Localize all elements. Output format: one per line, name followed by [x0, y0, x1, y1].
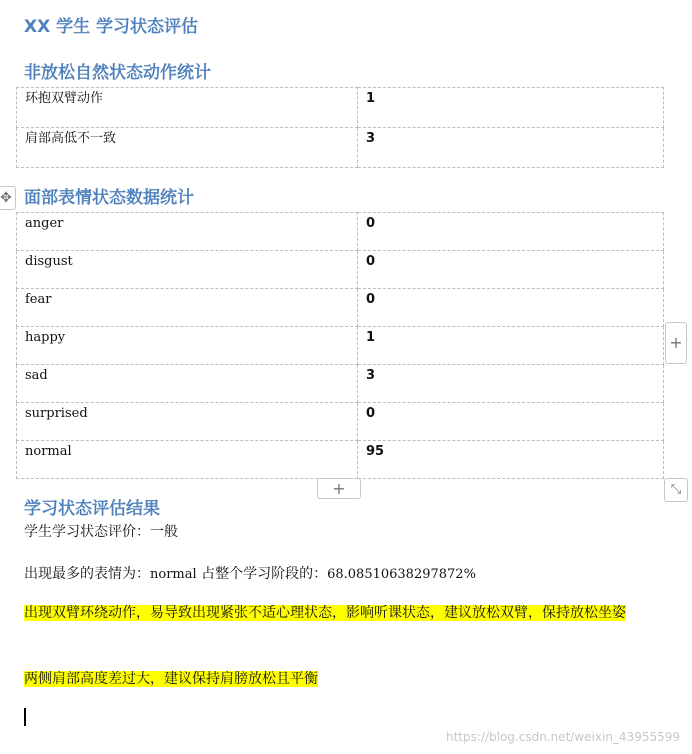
table-row [17, 327, 664, 365]
evaluation-text: 学生学习状态评价：一般 [24, 524, 178, 540]
most-expression-text [24, 562, 669, 587]
table-cell-value[interactable]: 3 [358, 128, 664, 168]
table-cell-value[interactable]: 3 [358, 365, 664, 403]
table-cell-value[interactable]: 0 [358, 403, 664, 441]
most-expression-percent: 68.08510638297872% [327, 567, 476, 582]
table-cell-value[interactable]: 0 [358, 251, 664, 289]
section-heading-actions: 非放松自然状态动作统计 [24, 63, 211, 83]
table-cell-value[interactable]: 1 [358, 327, 664, 365]
add-column-button[interactable]: + [665, 322, 687, 364]
table-row [17, 403, 664, 441]
table-cell-label[interactable]: fear [17, 289, 358, 327]
most-expression-prefix: 出现最多的表情为： [24, 566, 150, 582]
document-title: XX 学生 学习状态评估 [24, 17, 199, 37]
table-cell-label[interactable]: anger [17, 213, 358, 251]
expressions-table [16, 212, 664, 479]
table-cell-label[interactable]: 肩部高低不一致 [17, 128, 358, 168]
resize-handle-icon[interactable]: ⤡ [664, 478, 688, 502]
table-cell-label[interactable]: happy [17, 327, 358, 365]
text-cursor [24, 708, 26, 726]
table-row [17, 441, 664, 479]
table-row [17, 128, 664, 168]
table-row [17, 213, 664, 251]
table-cell-label[interactable]: normal [17, 441, 358, 479]
table-cell-value[interactable]: 0 [358, 213, 664, 251]
shoulders-advice-text: 两侧肩部高度差过大，建议保持肩膀放松且平衡 [24, 671, 318, 687]
shoulders-advice-paragraph [24, 667, 669, 691]
table-row [17, 251, 664, 289]
actions-table [16, 87, 664, 168]
table-cell-label[interactable]: surprised [17, 403, 358, 441]
table-cell-value[interactable]: 95 [358, 441, 664, 479]
add-row-button[interactable]: + [317, 478, 361, 499]
section-heading-expressions: 面部表情状态数据统计 [24, 188, 194, 208]
table-move-handle-icon[interactable]: ✥ [0, 186, 16, 210]
arms-advice-paragraph [24, 601, 669, 625]
table-cell-value[interactable]: 1 [358, 88, 664, 128]
table-row [17, 365, 664, 403]
table-row [17, 289, 664, 327]
table-cell-value[interactable]: 0 [358, 289, 664, 327]
arms-advice-text: 出现双臂环绕动作，易导致出现紧张不适心理状态，影响听课状态，建议放松双臂，保持放松坐姿 [24, 605, 626, 621]
table-cell-label[interactable]: disgust [17, 251, 358, 289]
section-heading-result: 学习状态评估结果 [24, 499, 160, 519]
watermark-text: https://blog.csdn.net/weixin_43955599 [445, 730, 680, 744]
table-cell-label[interactable]: 环抱双臂动作 [17, 88, 358, 128]
most-expression-mid: 占整个学习阶段的： [196, 566, 328, 582]
most-expression-value: normal [150, 567, 197, 582]
table-cell-label[interactable]: sad [17, 365, 358, 403]
table-row [17, 88, 664, 128]
